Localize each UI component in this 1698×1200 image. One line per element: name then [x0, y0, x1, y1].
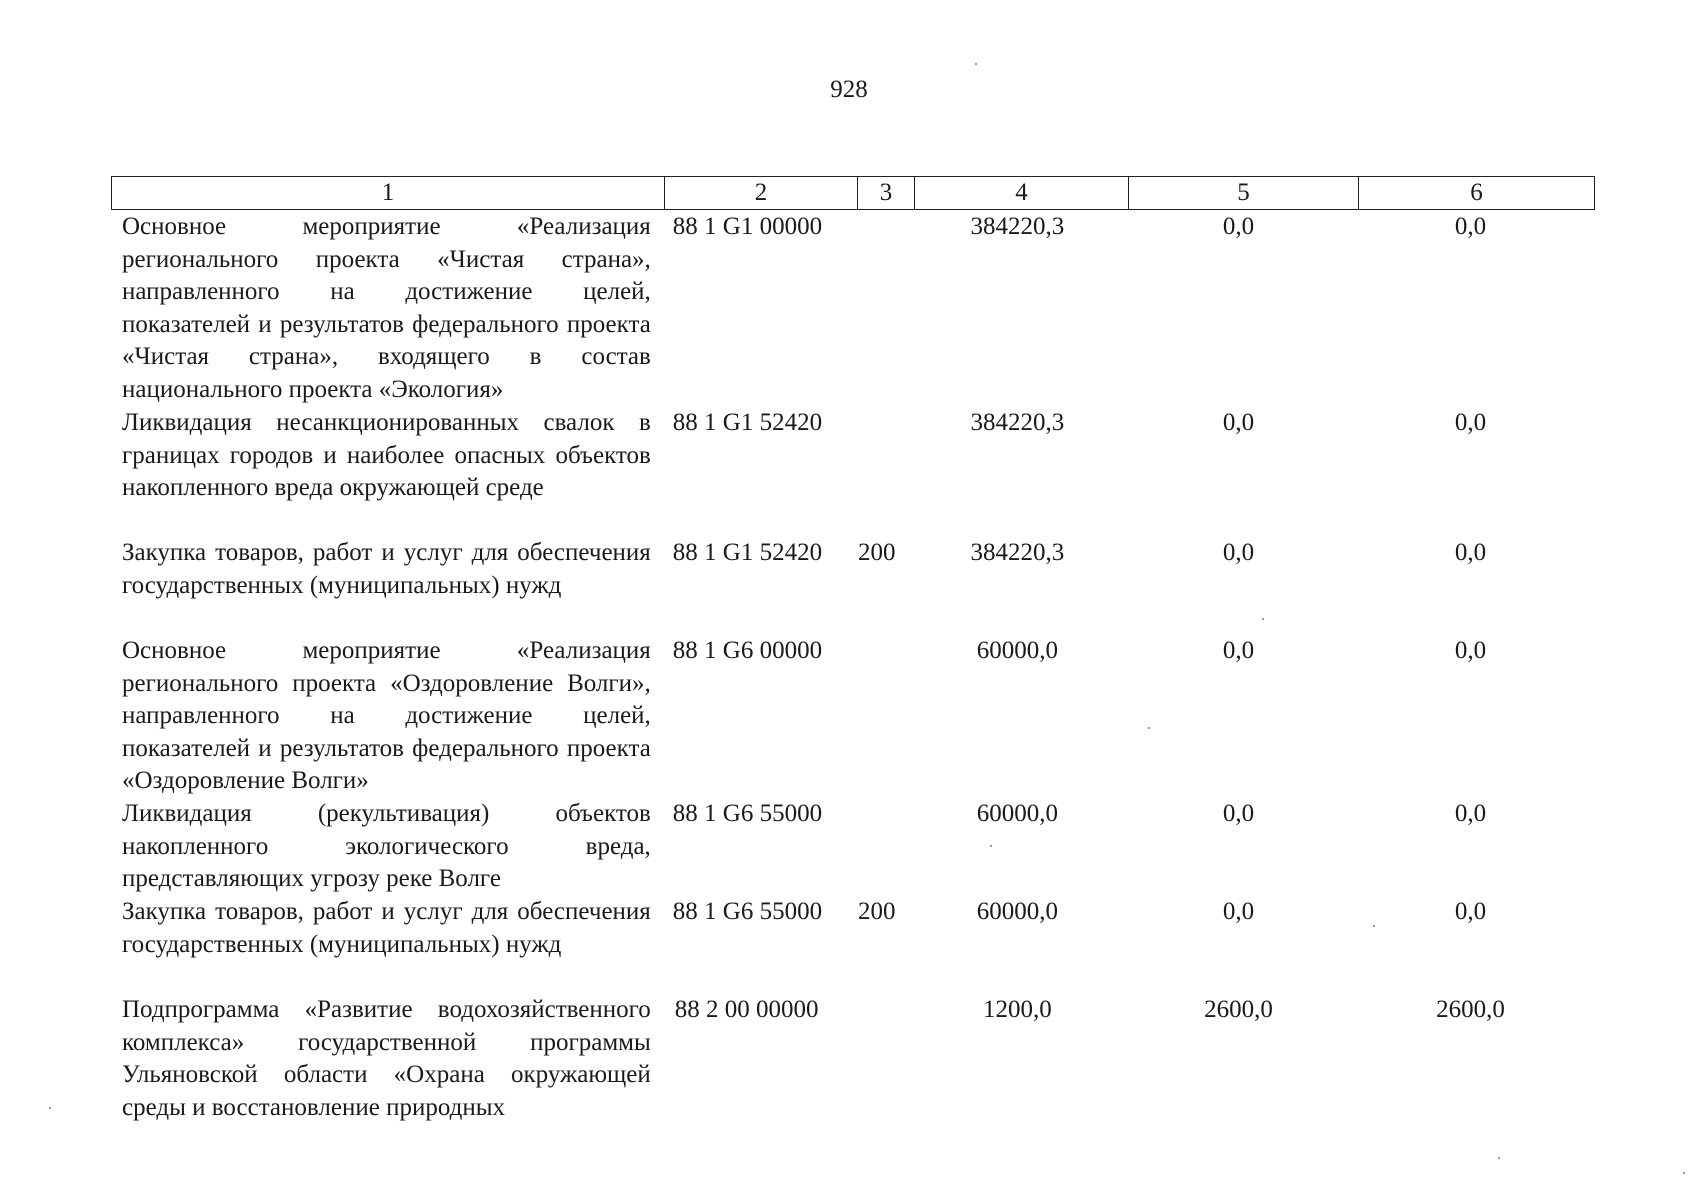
- row-name: Закупка товаров, работ и услуг для обеспечения государственных (муниципальных) нужд: [122, 539, 651, 599]
- row-col5: 0,0: [1222, 539, 1255, 566]
- row-col6: 0,0: [1454, 213, 1487, 240]
- row-type: [854, 994, 911, 1124]
- scan-speck: [1262, 618, 1264, 620]
- table-row: [111, 537, 1588, 635]
- row-col6: 0,0: [1454, 637, 1487, 664]
- column-header-1: 1: [112, 177, 665, 210]
- row-code: 88 1 G6 55000: [672, 800, 823, 827]
- row-col4: 60000,0: [976, 898, 1058, 925]
- row-col6: 2600,0: [1436, 996, 1505, 1023]
- row-col5: 0,0: [1222, 800, 1255, 827]
- table-row: [111, 635, 1588, 798]
- scan-speck: [1498, 1157, 1500, 1159]
- scan-speck: [1683, 1172, 1685, 1174]
- row-name: Основное мероприятие «Реализация регионального проекта «Чистая страна», направленного на достижение целей, показателей и результатов федерального проекта «Чистая страна», входящего в состав национального проекта «Экология»: [122, 213, 651, 403]
- scan-speck: [1148, 727, 1150, 729]
- row-name: Ликвидация несанкционированных свалок в границах городов и наиболее опасных объектов накопленного вреда окружающей среде: [122, 409, 651, 502]
- column-header-2: 2: [665, 177, 858, 210]
- row-code: 88 2 00 00000: [674, 996, 819, 1023]
- row-col5: 0,0: [1222, 409, 1255, 436]
- row-col5: 0,0: [1222, 898, 1255, 925]
- row-code: 88 1 G1 00000: [672, 213, 823, 240]
- row-col5: 2600,0: [1204, 996, 1273, 1023]
- scan-speck: [990, 845, 992, 847]
- row-col4: 384220,3: [970, 539, 1065, 566]
- column-header-4: 4: [915, 177, 1129, 210]
- row-col4: 60000,0: [976, 637, 1058, 664]
- row-col4: 384220,3: [970, 409, 1065, 436]
- row-col4: 1200,0: [983, 996, 1052, 1023]
- scan-speck: [975, 63, 977, 65]
- table-row: [111, 211, 1588, 407]
- row-code: 88 1 G6 00000: [672, 637, 823, 664]
- row-type: [854, 407, 911, 537]
- row-col6: 0,0: [1454, 898, 1487, 925]
- row-code: 88 1 G1 52420: [672, 539, 823, 566]
- row-col6: 0,0: [1454, 800, 1487, 827]
- table-row: [111, 994, 1588, 1124]
- row-type: 200: [858, 898, 896, 925]
- row-col5: 0,0: [1222, 637, 1255, 664]
- row-type: 200: [858, 539, 896, 566]
- table-header: [111, 176, 1595, 210]
- row-col6: 0,0: [1454, 539, 1487, 566]
- row-col4: 384220,3: [970, 213, 1065, 240]
- scan-speck: [49, 1107, 51, 1109]
- row-name: Подпрограмма «Развитие водохозяйственного комплекса» государственной программы Ульяновской области «Охрана окружающей среды и восстановление природных: [122, 996, 651, 1121]
- table-row: [111, 407, 1588, 537]
- row-type: [854, 635, 911, 798]
- row-code: 88 1 G1 52420: [672, 409, 823, 436]
- column-header-5: 5: [1129, 177, 1359, 210]
- row-col6: 0,0: [1454, 409, 1487, 436]
- row-type: [854, 798, 911, 896]
- page-number: 928: [830, 76, 868, 103]
- row-col5: 0,0: [1222, 213, 1255, 240]
- table-row: [111, 798, 1588, 896]
- table-row: [111, 896, 1588, 994]
- row-name: Ликвидация (рекультивация) объектов накопленного экологического вреда, представляющих угрозу реке Волге: [122, 800, 651, 893]
- column-header-3: 3: [858, 177, 915, 210]
- row-code: 88 1 G6 55000: [672, 898, 823, 925]
- column-header-6: 6: [1359, 177, 1595, 210]
- row-name: Закупка товаров, работ и услуг для обеспечения государственных (муниципальных) нужд: [122, 898, 651, 958]
- row-type: [854, 211, 911, 407]
- row-name: Основное мероприятие «Реализация регионального проекта «Оздоровление Волги», направленного на достижение целей, показателей и результатов федерального проекта «Оздоровление Волги»: [122, 637, 651, 795]
- table-body: [111, 211, 1588, 1124]
- row-col4: 60000,0: [976, 800, 1058, 827]
- scan-speck: [1373, 925, 1375, 927]
